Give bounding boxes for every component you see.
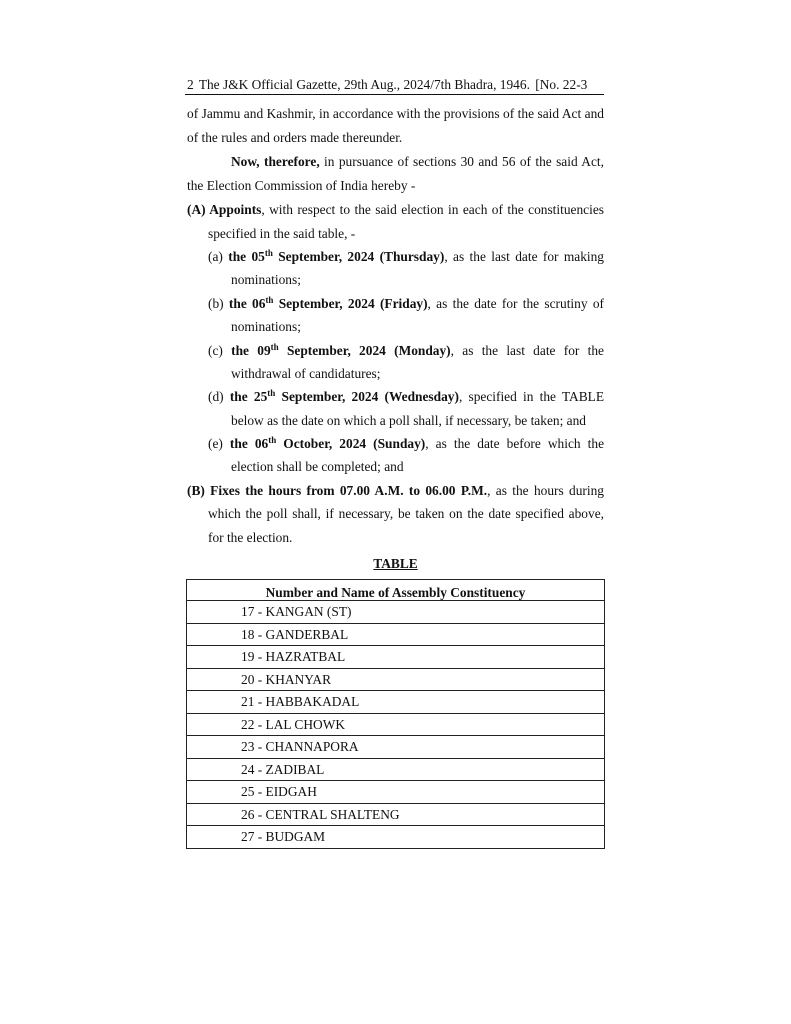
issue-number: [No. 22-3 (535, 77, 588, 92)
page-number: 2 (187, 77, 194, 92)
table-row (187, 624, 604, 647)
table-row (187, 781, 604, 804)
table-row (187, 714, 604, 737)
table-title: TABLE (373, 556, 418, 571)
table-cell: 17 - KANGAN (ST) (241, 604, 352, 619)
table-row (187, 646, 604, 669)
table-header: Number and Name of Assembly Constituency (187, 580, 604, 601)
table-cell: 19 - HAZRATBAL (241, 649, 346, 664)
table-cell: 27 - BUDGAM (241, 829, 326, 844)
table-row (187, 736, 604, 759)
clause-b-cont: for the election. (208, 530, 293, 545)
item-b: (b) the 06th September, 2024 (Friday), as the date for the scrutiny of (208, 295, 604, 311)
table-row (187, 759, 604, 782)
paragraph-line: of the rules and orders made thereunder. (187, 130, 403, 145)
paragraph-line: of Jammu and Kashmir, in accordance with the provisions of the said Act and (187, 106, 604, 121)
table-row (187, 669, 604, 692)
table-row (187, 601, 604, 624)
table-cell: 26 - CENTRAL SHALTENG (241, 806, 400, 822)
item-d: (d) the 25th September, 2024 (Wednesday), specified in the TABLE (208, 388, 605, 404)
table-cell: 23 - CHANNAPORA (241, 739, 359, 754)
table-row (187, 826, 604, 849)
clause-b-cont: which the poll shall, if necessary, be taken on the date specified above, (208, 506, 604, 521)
clause-a: (A) Appoints, with respect to the said election in each of the constituencies (187, 202, 604, 217)
paragraph-line: the Election Commission of India hereby - (187, 178, 416, 193)
table-cell: 24 - ZADIBAL (241, 761, 325, 777)
table-cell: 18 - GANDERBAL (241, 626, 349, 642)
item-c-cont: withdrawal of candidatures; (231, 366, 381, 381)
header-rule (185, 94, 604, 95)
clause-a-cont: specified in the said table, - (208, 226, 356, 241)
item-e-cont: election shall be completed; and (231, 459, 404, 474)
constituency-table (186, 579, 605, 849)
table-cell: 21 - HABBAKADAL (241, 694, 360, 709)
paragraph-line: Now, therefore, in pursuance of sections 30 and 56 of the said Act, (231, 154, 604, 169)
table-cell: 25 - EIDGAH (241, 784, 317, 799)
item-a: (a) the 05th September, 2024 (Thursday), as the last date for making (208, 248, 605, 264)
table-cell: 20 - KHANYAR (241, 671, 332, 687)
gazette-title: The J&K Official Gazette, 29th Aug., 2024/7th Bhadra, 1946. (198, 77, 530, 92)
item-d-cont: below as the date on which a poll shall, if necessary, be taken; and (231, 413, 586, 428)
table-row (187, 804, 604, 827)
table-row (187, 691, 604, 714)
item-c: (c) the 09th September, 2024 (Monday), as the last date for the (208, 342, 604, 358)
item-b-cont: nominations; (231, 319, 301, 334)
clause-b: (B) Fixes the hours from 07.00 A.M. to 06.00 P.M., as the hours during (187, 483, 604, 498)
table-cell: 22 - LAL CHOWK (241, 716, 346, 732)
gazette-header (187, 77, 607, 93)
item-a-cont: nominations; (231, 272, 301, 287)
item-e: (e) the 06th October, 2024 (Sunday), as the date before which the (208, 435, 605, 451)
